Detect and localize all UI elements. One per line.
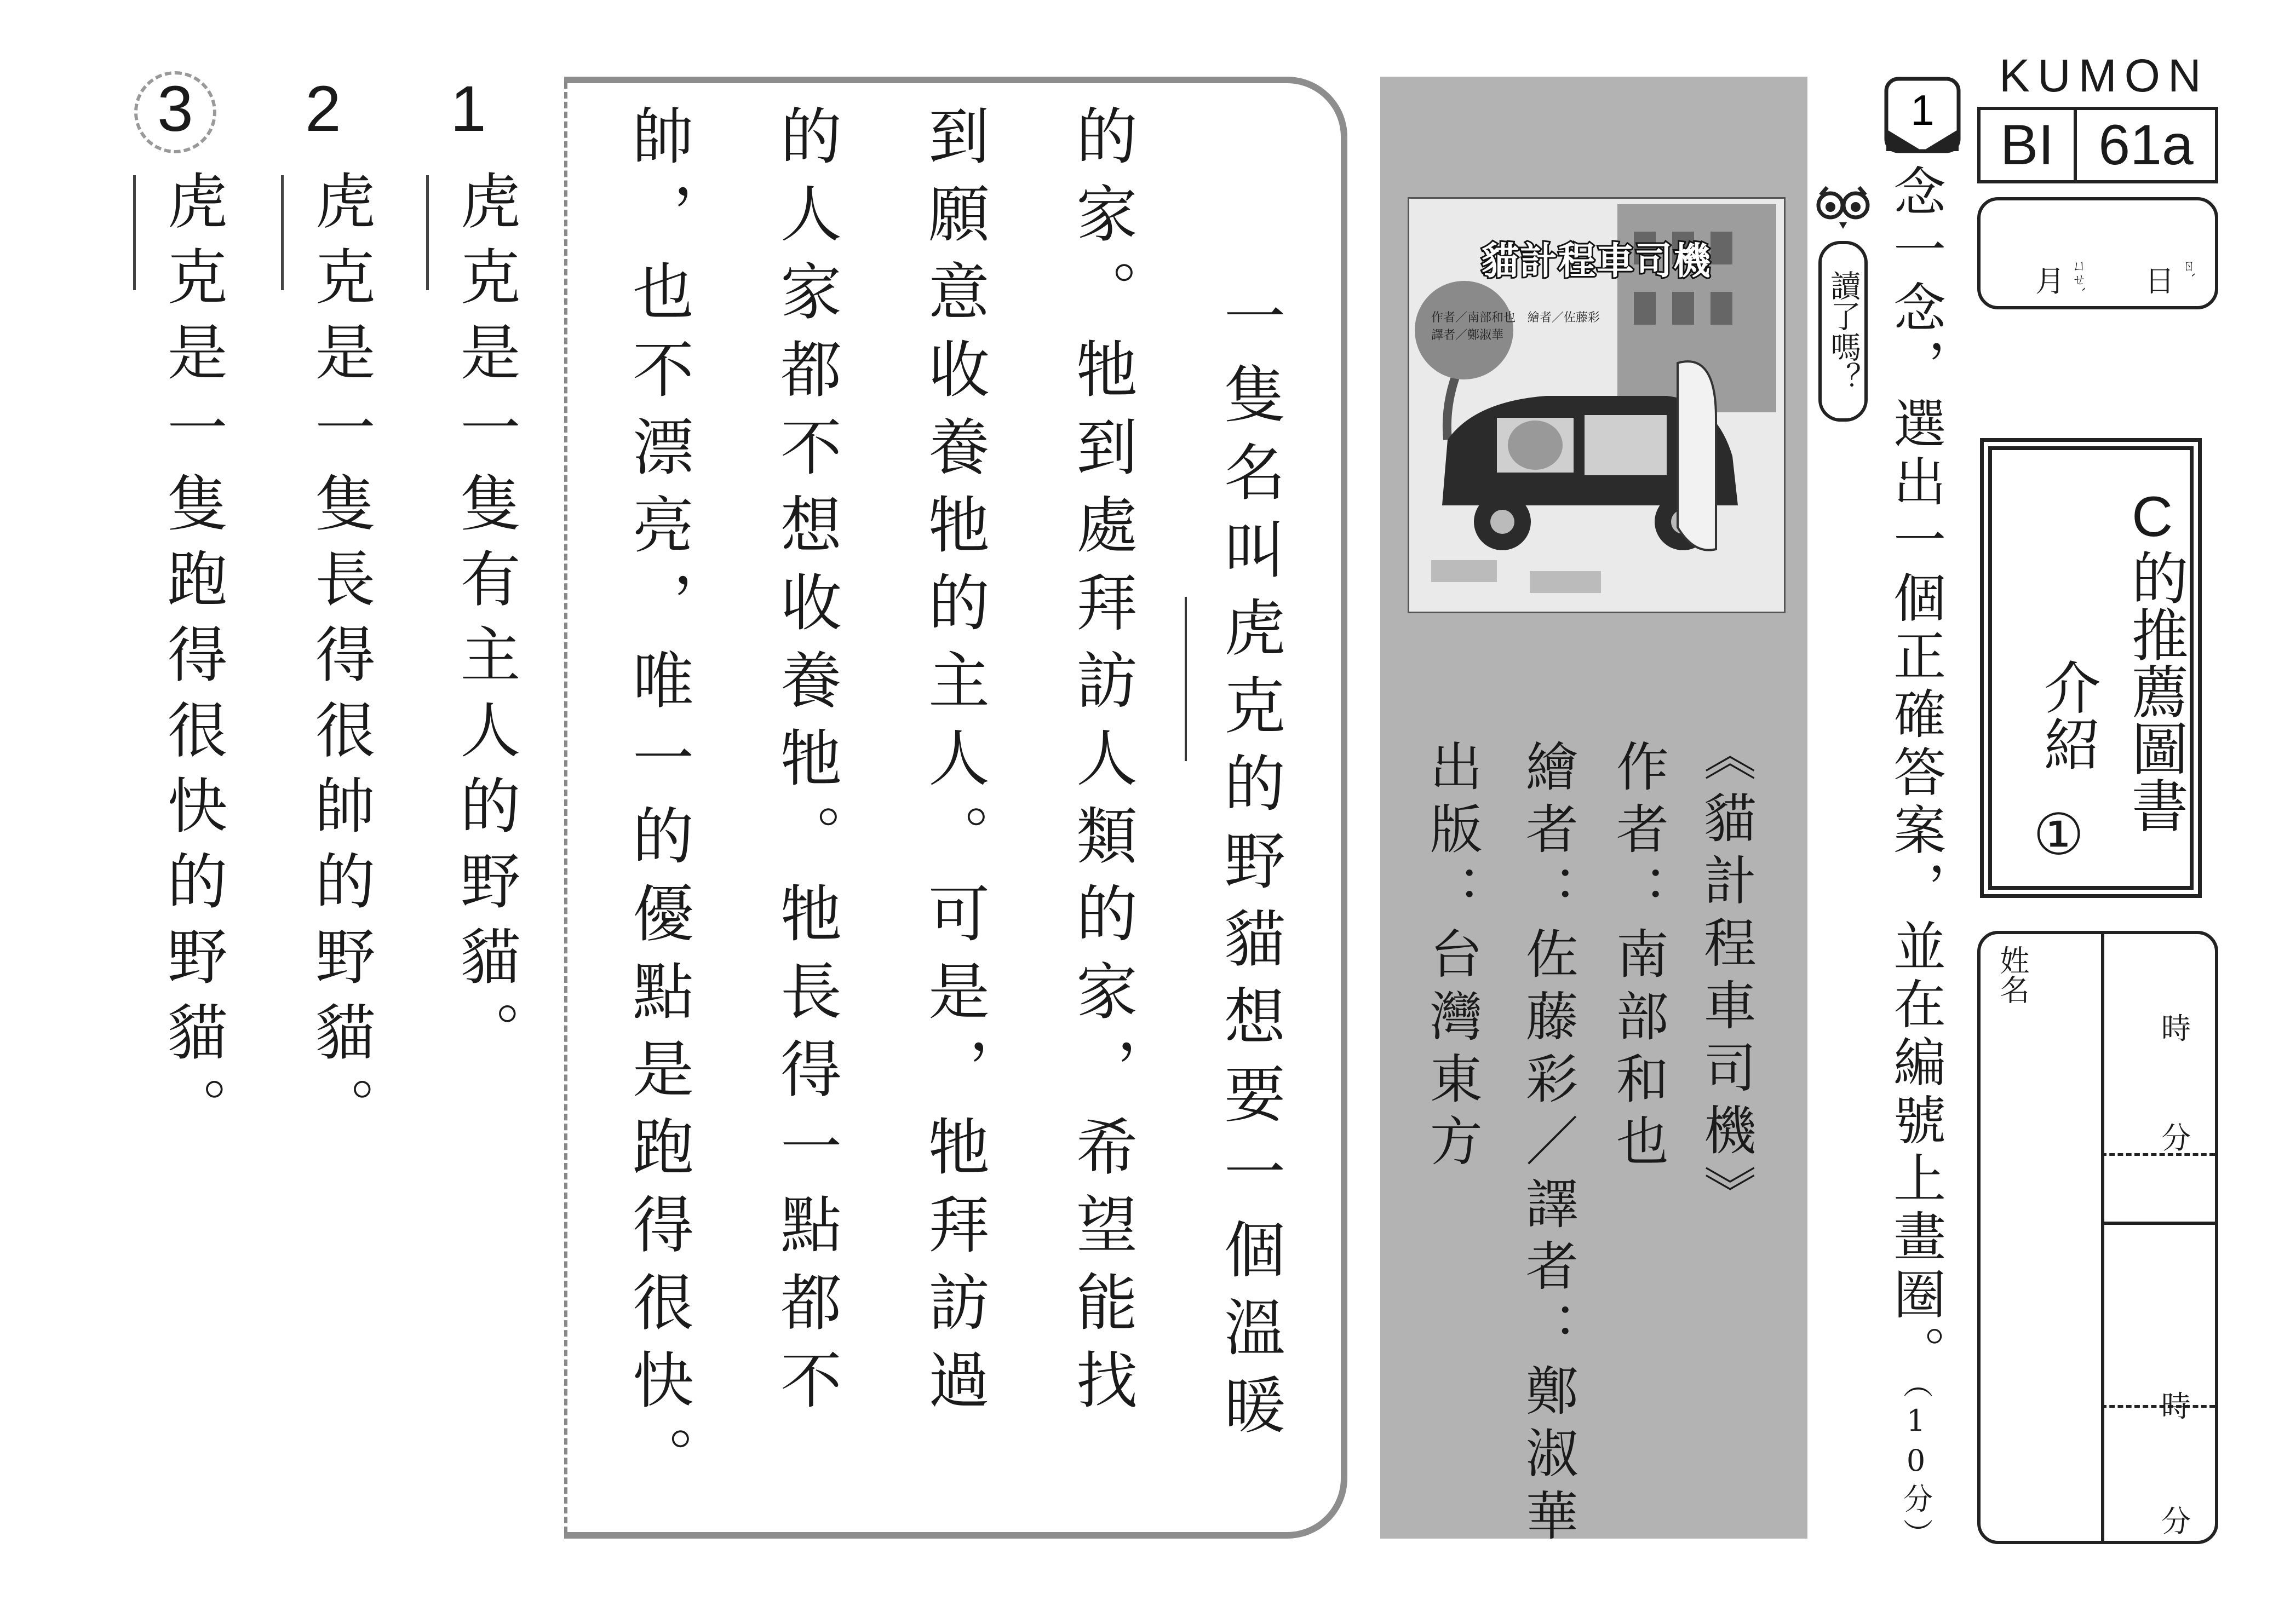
read-prompt: 讀了嗎？ [1818,241,1868,422]
title-prefix: C [2132,485,2173,549]
question-number: 1 [1910,86,1935,134]
choice-bar-2 [281,175,284,290]
book-cover [1408,197,1786,613]
instruction-text [1873,164,1958,1553]
hour-label-1: 時 [2161,1011,2191,1046]
instruction-line: 念一念，選出一個正確答案，並在編號上畫圈。 [1885,164,1947,1383]
story-line-4: 的人家都不想收養牠。牠長得一點都不 [770,104,842,1426]
book-illustrator: 繪者：佐藤彩／譯者：鄭淑華 [1517,739,1579,1551]
choice-bar-3 [133,175,136,290]
minute-label-1: 分 [2161,1121,2191,1155]
hour-label-2: 時 [2161,1389,2191,1424]
choice-bar-1 [426,175,429,290]
owl-icon [1813,175,1873,235]
title-line2: 介紹 [2034,658,2101,772]
minute-label-2: 分 [2161,1504,2191,1539]
day-bopomofo: ㄖˋ [2179,258,2196,279]
title-line1: 的推薦圖書 [2121,549,2189,833]
level-label: BI [1981,110,2077,180]
date-field[interactable] [1977,197,2218,309]
story-underline-mark [1185,597,1187,761]
book-publisher: 出版：台灣東方 [1421,739,1483,1176]
choice-number-1[interactable]: 1 [450,73,486,145]
page-number: 61a [2098,113,2194,177]
story-panel-dashed-edge [564,82,567,1533]
name-time-box [1977,931,2218,1544]
choice-text-1[interactable]: 虎克是一隻有主人的野貓。 [450,170,521,1076]
level-code [1977,107,2218,183]
story-line-1: 一隻名叫虎克的野貓想要一個溫暖 [1214,285,1285,1451]
cover-credit-2: 譯者／鄭淑華 [1431,329,1504,342]
question-number-badge [1884,77,1961,153]
lesson-title-box [1980,438,2202,898]
book-author: 作者：南部和也 [1608,739,1669,1176]
choice-text-2[interactable]: 虎克是一隻長得很帥的野貓。 [305,170,376,1152]
story-line-5: 帥，也不漂亮，唯一的優點是跑得很快。 [622,104,694,1504]
choice-text-3[interactable]: 虎克是一隻跑得很快的野貓。 [157,170,228,1152]
month-label: 月 [2035,264,2065,298]
choice-number-3[interactable]: 3 [157,73,193,145]
day-label: 日 [2145,264,2174,298]
choice-number-2[interactable]: 2 [305,73,341,145]
cover-title: 貓計程車司機 [1481,240,1712,283]
name-field[interactable] [2104,934,2215,1153]
story-line-2: 的家。牠到處拜訪人類的家，希望能找 [1066,104,1138,1426]
story-line-3: 到願意收養牠的主人。可是，牠拜訪過 [918,104,990,1426]
month-bopomofo: ㄩㄝˋ [2070,258,2086,293]
name-label: 姓名 [1995,945,2030,1004]
book-title: 《貓計程車司機》 [1695,728,1757,1228]
brand-logo: KUMON [1999,50,2209,101]
cover-credit-1: 作者／南部和也 繪者／佐藤彩 [1431,311,1600,325]
title-number: ① [2033,801,2085,868]
score-label: （10分） [1898,1383,1933,1553]
